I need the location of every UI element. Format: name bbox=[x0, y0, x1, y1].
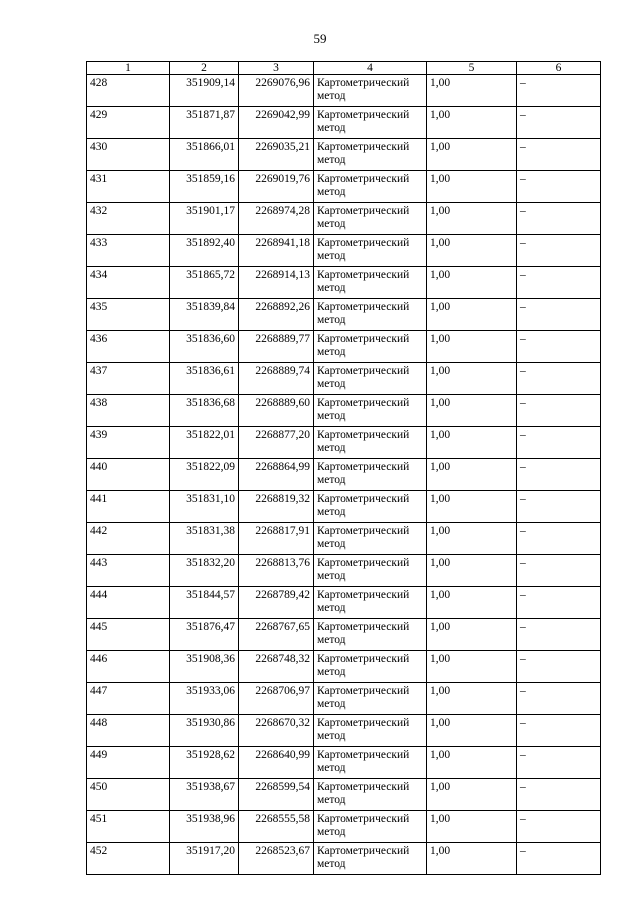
method-cell bbox=[314, 331, 427, 363]
method-text-line-2: метод bbox=[317, 602, 346, 614]
point-number-cell: 429 bbox=[87, 107, 170, 139]
method-text-line-2: метод bbox=[317, 826, 346, 838]
y-coordinate-cell: 2268974,28 bbox=[239, 203, 314, 235]
x-coordinate-cell: 351836,68 bbox=[170, 395, 239, 427]
method-cell bbox=[314, 843, 427, 875]
method-text-line-1: Картометрический bbox=[317, 685, 410, 697]
table-row bbox=[87, 427, 601, 459]
point-number-cell: 450 bbox=[87, 779, 170, 811]
note-cell: – bbox=[517, 715, 601, 747]
y-coordinate-cell: 2268640,99 bbox=[239, 747, 314, 779]
table-row bbox=[87, 811, 601, 843]
table-row bbox=[87, 747, 601, 779]
y-coordinate-cell: 2268819,32 bbox=[239, 491, 314, 523]
note-cell: – bbox=[517, 523, 601, 555]
x-coordinate-cell: 351871,87 bbox=[170, 107, 239, 139]
note-cell: – bbox=[517, 331, 601, 363]
method-text-line-2: метод bbox=[317, 570, 346, 582]
x-coordinate-cell: 351836,61 bbox=[170, 363, 239, 395]
x-coordinate-cell: 351831,10 bbox=[170, 491, 239, 523]
point-number-cell: 446 bbox=[87, 651, 170, 683]
note-cell: – bbox=[517, 459, 601, 491]
x-coordinate-cell: 351908,36 bbox=[170, 651, 239, 683]
x-coordinate-cell: 351865,72 bbox=[170, 267, 239, 299]
method-text-line-1: Картометрический bbox=[317, 109, 410, 121]
x-coordinate-cell: 351901,17 bbox=[170, 203, 239, 235]
method-cell bbox=[314, 75, 427, 107]
note-cell: – bbox=[517, 299, 601, 331]
table-row bbox=[87, 843, 601, 875]
table-row bbox=[87, 395, 601, 427]
x-coordinate-cell: 351831,38 bbox=[170, 523, 239, 555]
method-cell bbox=[314, 555, 427, 587]
y-coordinate-cell: 2269042,99 bbox=[239, 107, 314, 139]
x-coordinate-cell: 351839,84 bbox=[170, 299, 239, 331]
x-coordinate-cell: 351938,67 bbox=[170, 779, 239, 811]
note-cell: – bbox=[517, 75, 601, 107]
method-text-line-2: метод bbox=[317, 730, 346, 742]
method-text-line-2: метод bbox=[317, 282, 346, 294]
method-text-line-1: Картометрический bbox=[317, 173, 410, 185]
accuracy-cell: 1,00 bbox=[427, 203, 517, 235]
note-cell: – bbox=[517, 235, 601, 267]
accuracy-cell: 1,00 bbox=[427, 715, 517, 747]
column-header-2: 2 bbox=[170, 62, 239, 75]
table-row bbox=[87, 235, 601, 267]
accuracy-cell: 1,00 bbox=[427, 395, 517, 427]
x-coordinate-cell: 351933,06 bbox=[170, 683, 239, 715]
table-row bbox=[87, 363, 601, 395]
method-text-line-2: метод bbox=[317, 666, 346, 678]
y-coordinate-cell: 2268555,58 bbox=[239, 811, 314, 843]
y-coordinate-cell: 2268670,32 bbox=[239, 715, 314, 747]
point-number-cell: 430 bbox=[87, 139, 170, 171]
table-row bbox=[87, 651, 601, 683]
method-text-line-2: метод bbox=[317, 122, 346, 134]
method-text-line-2: метод bbox=[317, 794, 346, 806]
table-row bbox=[87, 555, 601, 587]
method-text-line-2: метод bbox=[317, 538, 346, 550]
method-text-line-1: Картометрический bbox=[317, 397, 410, 409]
accuracy-cell: 1,00 bbox=[427, 299, 517, 331]
method-cell bbox=[314, 619, 427, 651]
column-header-3: 3 bbox=[239, 62, 314, 75]
method-cell bbox=[314, 139, 427, 171]
method-text-line-2: метод bbox=[317, 314, 346, 326]
y-coordinate-cell: 2268813,76 bbox=[239, 555, 314, 587]
point-number-cell: 444 bbox=[87, 587, 170, 619]
table-row bbox=[87, 683, 601, 715]
x-coordinate-cell: 351822,09 bbox=[170, 459, 239, 491]
x-coordinate-cell: 351822,01 bbox=[170, 427, 239, 459]
y-coordinate-cell: 2269019,76 bbox=[239, 171, 314, 203]
accuracy-cell: 1,00 bbox=[427, 331, 517, 363]
accuracy-cell: 1,00 bbox=[427, 75, 517, 107]
note-cell: – bbox=[517, 555, 601, 587]
y-coordinate-cell: 2268817,91 bbox=[239, 523, 314, 555]
table-row bbox=[87, 139, 601, 171]
point-number-cell: 438 bbox=[87, 395, 170, 427]
point-number-cell: 436 bbox=[87, 331, 170, 363]
note-cell: – bbox=[517, 747, 601, 779]
y-coordinate-cell: 2268767,65 bbox=[239, 619, 314, 651]
table-body bbox=[87, 75, 601, 875]
accuracy-cell: 1,00 bbox=[427, 171, 517, 203]
point-number-cell: 447 bbox=[87, 683, 170, 715]
method-text-line-1: Картометрический bbox=[317, 461, 410, 473]
table-row bbox=[87, 299, 601, 331]
note-cell: – bbox=[517, 139, 601, 171]
method-cell bbox=[314, 235, 427, 267]
method-text-line-2: метод bbox=[317, 506, 346, 518]
x-coordinate-cell: 351832,20 bbox=[170, 555, 239, 587]
note-cell: – bbox=[517, 363, 601, 395]
note-cell: – bbox=[517, 651, 601, 683]
note-cell: – bbox=[517, 843, 601, 875]
method-text-line-1: Картометрический bbox=[317, 621, 410, 633]
x-coordinate-cell: 351844,57 bbox=[170, 587, 239, 619]
method-text-line-2: метод bbox=[317, 474, 346, 486]
method-text-line-1: Картометрический bbox=[317, 493, 410, 505]
note-cell: – bbox=[517, 171, 601, 203]
method-cell bbox=[314, 715, 427, 747]
table-row bbox=[87, 619, 601, 651]
method-text-line-1: Картометрический bbox=[317, 365, 410, 377]
accuracy-cell: 1,00 bbox=[427, 811, 517, 843]
point-number-cell: 431 bbox=[87, 171, 170, 203]
method-text-line-1: Картометрический bbox=[317, 845, 410, 857]
accuracy-cell: 1,00 bbox=[427, 427, 517, 459]
point-number-cell: 437 bbox=[87, 363, 170, 395]
x-coordinate-cell: 351859,16 bbox=[170, 171, 239, 203]
accuracy-cell: 1,00 bbox=[427, 683, 517, 715]
column-header-6: 6 bbox=[517, 62, 601, 75]
note-cell: – bbox=[517, 107, 601, 139]
method-cell bbox=[314, 523, 427, 555]
point-number-cell: 439 bbox=[87, 427, 170, 459]
column-header-1: 1 bbox=[87, 62, 170, 75]
accuracy-cell: 1,00 bbox=[427, 779, 517, 811]
table-header-row bbox=[87, 62, 601, 75]
method-cell bbox=[314, 491, 427, 523]
method-cell bbox=[314, 267, 427, 299]
y-coordinate-cell: 2268523,67 bbox=[239, 843, 314, 875]
x-coordinate-cell: 351917,20 bbox=[170, 843, 239, 875]
y-coordinate-cell: 2269076,96 bbox=[239, 75, 314, 107]
note-cell: – bbox=[517, 427, 601, 459]
accuracy-cell: 1,00 bbox=[427, 363, 517, 395]
table-row bbox=[87, 331, 601, 363]
column-header-4: 4 bbox=[314, 62, 427, 75]
y-coordinate-cell: 2268889,60 bbox=[239, 395, 314, 427]
point-number-cell: 448 bbox=[87, 715, 170, 747]
method-cell bbox=[314, 299, 427, 331]
point-number-cell: 442 bbox=[87, 523, 170, 555]
table-row bbox=[87, 267, 601, 299]
method-cell bbox=[314, 779, 427, 811]
method-text-line-1: Картометрический bbox=[317, 781, 410, 793]
table-row bbox=[87, 203, 601, 235]
method-text-line-1: Картометрический bbox=[317, 717, 410, 729]
point-number-cell: 432 bbox=[87, 203, 170, 235]
accuracy-cell: 1,00 bbox=[427, 491, 517, 523]
note-cell: – bbox=[517, 203, 601, 235]
x-coordinate-cell: 351928,62 bbox=[170, 747, 239, 779]
method-text-line-2: метод bbox=[317, 154, 346, 166]
table-row bbox=[87, 75, 601, 107]
note-cell: – bbox=[517, 587, 601, 619]
x-coordinate-cell: 351930,86 bbox=[170, 715, 239, 747]
method-text-line-2: метод bbox=[317, 634, 346, 646]
x-coordinate-cell: 351836,60 bbox=[170, 331, 239, 363]
x-coordinate-cell: 351909,14 bbox=[170, 75, 239, 107]
method-text-line-1: Картометрический bbox=[317, 141, 410, 153]
method-cell bbox=[314, 651, 427, 683]
table-row bbox=[87, 523, 601, 555]
y-coordinate-cell: 2268706,97 bbox=[239, 683, 314, 715]
table-row bbox=[87, 171, 601, 203]
y-coordinate-cell: 2269035,21 bbox=[239, 139, 314, 171]
point-number-cell: 443 bbox=[87, 555, 170, 587]
note-cell: – bbox=[517, 395, 601, 427]
method-text-line-1: Картометрический bbox=[317, 269, 410, 281]
method-text-line-1: Картометрический bbox=[317, 77, 410, 89]
method-cell bbox=[314, 683, 427, 715]
method-text-line-1: Картометрический bbox=[317, 749, 410, 761]
accuracy-cell: 1,00 bbox=[427, 235, 517, 267]
method-text-line-1: Картометрический bbox=[317, 429, 410, 441]
method-cell bbox=[314, 811, 427, 843]
method-text-line-1: Картометрический bbox=[317, 333, 410, 345]
table-row bbox=[87, 587, 601, 619]
method-cell bbox=[314, 587, 427, 619]
method-text-line-2: метод bbox=[317, 698, 346, 710]
y-coordinate-cell: 2268789,42 bbox=[239, 587, 314, 619]
accuracy-cell: 1,00 bbox=[427, 587, 517, 619]
y-coordinate-cell: 2268914,13 bbox=[239, 267, 314, 299]
method-text-line-1: Картометрический bbox=[317, 557, 410, 569]
method-cell bbox=[314, 363, 427, 395]
method-text-line-1: Картометрический bbox=[317, 589, 410, 601]
method-text-line-2: метод bbox=[317, 858, 346, 870]
accuracy-cell: 1,00 bbox=[427, 523, 517, 555]
method-text-line-2: метод bbox=[317, 218, 346, 230]
method-text-line-1: Картометрический bbox=[317, 525, 410, 537]
point-number-cell: 440 bbox=[87, 459, 170, 491]
y-coordinate-cell: 2268889,74 bbox=[239, 363, 314, 395]
method-text-line-2: метод bbox=[317, 186, 346, 198]
y-coordinate-cell: 2268889,77 bbox=[239, 331, 314, 363]
note-cell: – bbox=[517, 619, 601, 651]
point-number-cell: 449 bbox=[87, 747, 170, 779]
method-text-line-1: Картометрический bbox=[317, 205, 410, 217]
note-cell: – bbox=[517, 811, 601, 843]
point-number-cell: 445 bbox=[87, 619, 170, 651]
point-number-cell: 441 bbox=[87, 491, 170, 523]
accuracy-cell: 1,00 bbox=[427, 843, 517, 875]
accuracy-cell: 1,00 bbox=[427, 555, 517, 587]
x-coordinate-cell: 351892,40 bbox=[170, 235, 239, 267]
y-coordinate-cell: 2268599,54 bbox=[239, 779, 314, 811]
x-coordinate-cell: 351938,96 bbox=[170, 811, 239, 843]
table-row bbox=[87, 491, 601, 523]
method-text-line-2: метод bbox=[317, 378, 346, 390]
table-row bbox=[87, 779, 601, 811]
note-cell: – bbox=[517, 491, 601, 523]
method-text-line-1: Картометрический bbox=[317, 237, 410, 249]
method-cell bbox=[314, 459, 427, 491]
note-cell: – bbox=[517, 779, 601, 811]
point-number-cell: 435 bbox=[87, 299, 170, 331]
method-text-line-2: метод bbox=[317, 90, 346, 102]
method-text-line-2: метод bbox=[317, 346, 346, 358]
point-number-cell: 434 bbox=[87, 267, 170, 299]
y-coordinate-cell: 2268748,32 bbox=[239, 651, 314, 683]
point-number-cell: 451 bbox=[87, 811, 170, 843]
accuracy-cell: 1,00 bbox=[427, 747, 517, 779]
method-text-line-2: метод bbox=[317, 762, 346, 774]
table-row bbox=[87, 107, 601, 139]
note-cell: – bbox=[517, 683, 601, 715]
method-cell bbox=[314, 427, 427, 459]
method-text-line-2: метод bbox=[317, 442, 346, 454]
method-text-line-1: Картометрический bbox=[317, 653, 410, 665]
accuracy-cell: 1,00 bbox=[427, 651, 517, 683]
method-cell bbox=[314, 203, 427, 235]
accuracy-cell: 1,00 bbox=[427, 619, 517, 651]
method-cell bbox=[314, 171, 427, 203]
method-cell bbox=[314, 395, 427, 427]
point-number-cell: 433 bbox=[87, 235, 170, 267]
point-number-cell: 452 bbox=[87, 843, 170, 875]
coordinates-table bbox=[86, 61, 601, 875]
y-coordinate-cell: 2268864,99 bbox=[239, 459, 314, 491]
accuracy-cell: 1,00 bbox=[427, 107, 517, 139]
x-coordinate-cell: 351866,01 bbox=[170, 139, 239, 171]
method-text-line-2: метод bbox=[317, 410, 346, 422]
note-cell: – bbox=[517, 267, 601, 299]
y-coordinate-cell: 2268941,18 bbox=[239, 235, 314, 267]
page-number: 59 bbox=[313, 31, 327, 46]
table-row bbox=[87, 459, 601, 491]
y-coordinate-cell: 2268877,20 bbox=[239, 427, 314, 459]
x-coordinate-cell: 351876,47 bbox=[170, 619, 239, 651]
column-header-5: 5 bbox=[427, 62, 517, 75]
accuracy-cell: 1,00 bbox=[427, 139, 517, 171]
accuracy-cell: 1,00 bbox=[427, 459, 517, 491]
y-coordinate-cell: 2268892,26 bbox=[239, 299, 314, 331]
table-row bbox=[87, 715, 601, 747]
method-cell bbox=[314, 747, 427, 779]
method-text-line-1: Картометрический bbox=[317, 813, 410, 825]
method-cell bbox=[314, 107, 427, 139]
point-number-cell: 428 bbox=[87, 75, 170, 107]
accuracy-cell: 1,00 bbox=[427, 267, 517, 299]
method-text-line-1: Картометрический bbox=[317, 301, 410, 313]
method-text-line-2: метод bbox=[317, 250, 346, 262]
